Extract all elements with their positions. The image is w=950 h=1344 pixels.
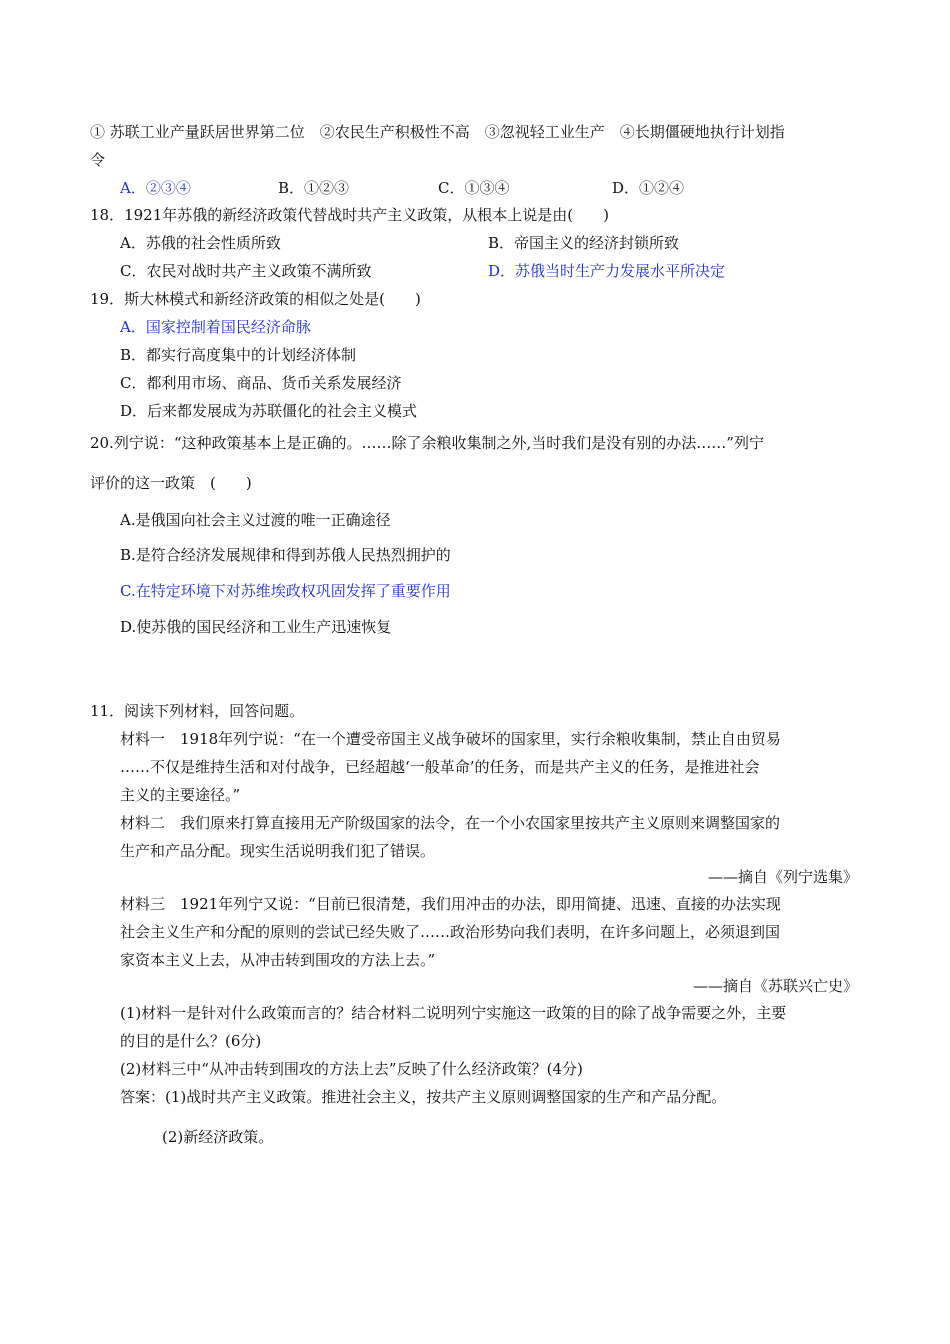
q18-option-b: B．帝国主义的经济封锁所致 bbox=[488, 234, 680, 252]
q17-option-c: C．①③④ bbox=[438, 179, 510, 197]
sub-question-1-line1: (1)材料一是针对什么政策而言的？结合材料二说明列宁实施这一政策的目的除了战争需要之外，主要 bbox=[120, 1004, 787, 1022]
q19-option-d: D．后来都发展成为苏联僵化的社会主义模式 bbox=[120, 402, 418, 420]
q17-option-a: A．②③④ bbox=[120, 179, 191, 197]
material-2-line1: 材料二 我们原来打算直接用无产阶级国家的法令，在一个小农国家里按共产主义原则来调整国家的 bbox=[120, 814, 781, 832]
material-1-line2: ……不仅是维持生活和对付战争，已经超越‘一般革命’的任务，而是共产主义的任务，是推进社会 bbox=[120, 758, 760, 776]
q20-option-d: D.使苏俄的国民经济和工业生产迅速恢复 bbox=[120, 618, 392, 636]
material-3-line3: 家资本主义上去，从冲击转到围攻的方法上去。” bbox=[120, 951, 436, 969]
q17-option-b: B．①②③ bbox=[278, 179, 350, 197]
material-1-line3: 主义的主要途径。” bbox=[120, 786, 241, 804]
material-2-line2: 生产和产品分配。现实生活说明我们犯了错误。 bbox=[120, 842, 436, 860]
q17-option-d: D．①②④ bbox=[612, 179, 685, 197]
material-3-source: ——摘自《苏联兴亡史》 bbox=[692, 977, 858, 995]
q17-statements-cont: 令 bbox=[90, 151, 106, 169]
sub-question-1-line2: 的目的是什么？(6分) bbox=[120, 1032, 262, 1050]
material-3-line1: 材料三 1921年列宁又说：“目前已很清楚，我们用冲击的办法，即用简捷、迅速、直接的办法实现 bbox=[120, 895, 781, 913]
q20-stem-line2: 评价的这一政策 ( ) bbox=[90, 474, 252, 492]
answer-1: 答案：(1)战时共产主义政策。推进社会主义，按共产主义原则调整国家的生产和产品分配。 bbox=[120, 1088, 727, 1106]
q19-option-a: A．国家控制着国民经济命脉 bbox=[120, 318, 311, 336]
q19-option-b: B．都实行高度集中的计划经济体制 bbox=[120, 346, 357, 364]
q18-option-d: D．苏俄当时生产力发展水平所决定 bbox=[488, 262, 726, 280]
q18-option-c: C．农民对战时共产主义政策不满所致 bbox=[120, 262, 372, 280]
q18-option-a: A．苏俄的社会性质所致 bbox=[120, 234, 281, 252]
material-3-line2: 社会主义生产和分配的原则的尝试已经失败了……政治形势向我们表明，在许多问题上，必须退到国 bbox=[120, 923, 781, 941]
q20-option-b: B.是符合经济发展规律和得到苏俄人民热烈拥护的 bbox=[120, 546, 451, 564]
q18-stem: 18．1921年苏俄的新经济政策代替战时共产主义政策，从根本上说是由( ) bbox=[90, 206, 609, 224]
q17-statements: ① 苏联工业产量跃居世界第二位 ②农民生产积极性不高 ③忽视轻工业生产 ④长期僵硬地执行计划指 bbox=[90, 123, 785, 141]
q19-stem: 19．斯大林模式和新经济政策的相似之处是( ) bbox=[90, 290, 421, 308]
q20-stem-line1: 20.列宁说：“这种政策基本上是正确的。……除了余粮收集制之外,当时我们是没有别的办法……”列宁 bbox=[90, 434, 764, 452]
q11-stem: 11．阅读下列材料，回答问题。 bbox=[90, 702, 305, 720]
q20-option-c: C.在特定环境下对苏维埃政权巩固发挥了重要作用 bbox=[120, 582, 451, 600]
material-1-line1: 材料一 1918年列宁说：“在一个遭受帝国主义战争破坏的国家里，实行余粮收集制，禁止自由贸易 bbox=[120, 730, 781, 748]
material-2-source: ——摘自《列宁选集》 bbox=[707, 868, 858, 886]
q20-option-a: A.是俄国向社会主义过渡的唯一正确途径 bbox=[120, 511, 391, 529]
sub-question-2: (2)材料三中“从冲击转到围攻的方法上去”反映了什么经济政策？(4分) bbox=[120, 1060, 583, 1078]
q19-option-c: C．都利用市场、商品、货币关系发展经济 bbox=[120, 374, 402, 392]
answer-2: (2)新经济政策。 bbox=[162, 1128, 274, 1146]
